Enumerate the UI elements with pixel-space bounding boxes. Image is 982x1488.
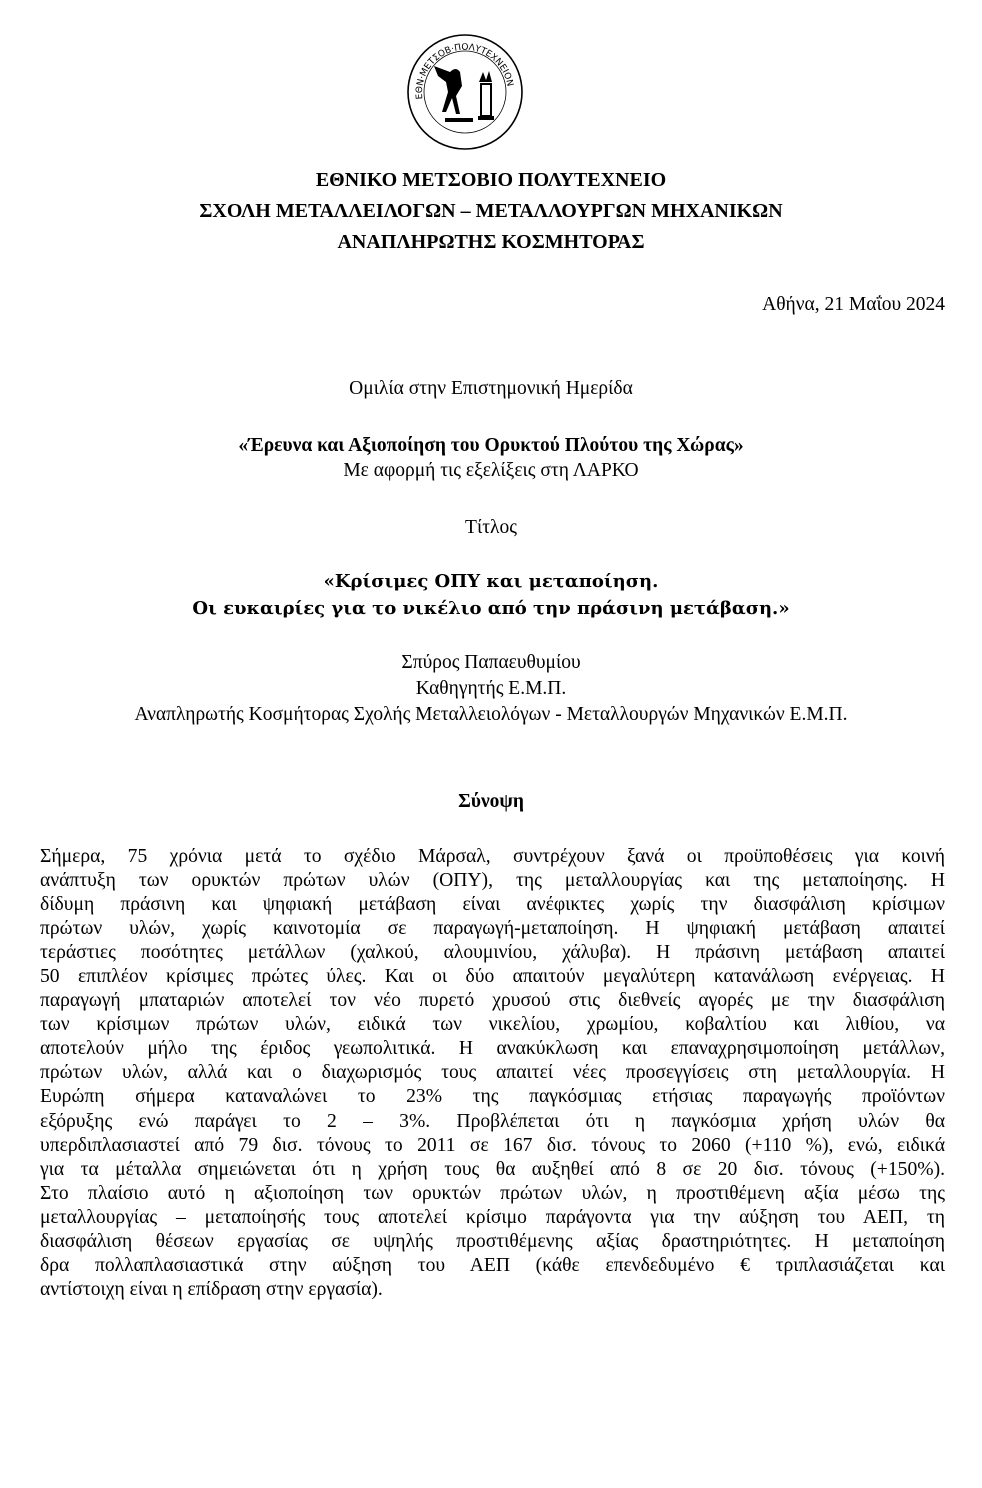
summary-line: των κρίσιμων πρώτων υλών, ειδικά των νικελίου, χρωμίου, κοβαλτίου και λιθίου, να <box>40 1014 945 1036</box>
university-seal-logo <box>405 32 525 152</box>
summary-line: αποτελούν μήλο της έριδος γεωπολιτικά. Η ανακύκλωση και επαναχρησιμοποίηση μετάλλων, <box>40 1038 945 1060</box>
document-date: Αθήνα, 21 Μαΐου 2024 <box>762 294 945 315</box>
summary-line: 50 επιπλέον κρίσιμες πρώτες ύλες. Και οι δύο απαιτούν μεγαλύτερη κατανάλωση ενέργειας. Η <box>40 966 945 988</box>
summary-line: Στο πλαίσιο αυτό η αξιοποίηση των ορυκτών πρώτων υλών, η προστιθέμενη αξία μέσω της <box>40 1182 945 1204</box>
summary-line: δίδυμη πράσινη και ψηφιακή μετάβαση είναι ανέφικτες χωρίς την διασφάλιση κρίσιμων <box>40 894 945 916</box>
summary-line: Ευρώπη σήμερα καταναλώνει το 23% της παγκόσμιας ετήσιας παραγωγής προϊόντων <box>40 1086 945 1108</box>
author-block <box>0 650 982 728</box>
summary-line: υπερδιπλασιαστεί από 79 δισ. τόνους το 2011 σε 167 δισ. τόνους το 2060 (+110 %), ενώ, ειδικά <box>40 1134 945 1156</box>
event-intro: Ομιλία στην Επιστημονική Ημερίδα <box>349 378 633 399</box>
event-name: «Έρευνα και Αξιοποίηση του Ορυκτού Πλούτου της Χώρας» <box>238 435 744 456</box>
summary-paragraph <box>40 845 945 1302</box>
event-subtitle: Με αφορμή τις εξελίξεις στη ΛΑΡΚΟ <box>343 460 639 481</box>
header-university: ΕΘΝΙΚΟ ΜΕΤΣΟΒΙΟ ΠΟΛΥΤΕΧΝΕΙΟ <box>315 169 667 191</box>
talk-title-line-2: Οι ευκαιρίες για το νικέλιο από την πράσινη μετάβαση.» <box>192 598 790 619</box>
institution-header <box>0 165 982 258</box>
summary-line: τεράστιες ποσότητες μετάλλων (χαλκού, αλουμινίου, χάλυβα). Η πράσινη μετάβαση απαιτεί <box>40 942 945 964</box>
summary-line: μεταλλουργίας – μεταποίησής τους αποτελεί κρίσιμο παράγοντα για την αύξηση του ΑΕΠ, τη <box>40 1206 945 1228</box>
author-name: Σπύρος Παπαευθυμίου <box>401 652 581 673</box>
header-school: ΣΧΟΛΗ ΜΕΤΑΛΛΕΙΛΟΓΩΝ – ΜΕΤΑΛΛΟΥΡΓΩΝ ΜΗΧΑΝΙΚΩΝ <box>199 200 783 222</box>
author-position: Καθηγητής Ε.Μ.Π. <box>415 678 567 699</box>
summary-line: εξόρυξης ενώ παράγει το 2 – 3%. Προβλέπεται ότι η παγκόσμια χρήση υλών θα <box>40 1110 945 1132</box>
seal-icon <box>405 32 525 152</box>
author-role: Αναπληρωτής Κοσμήτορας Σχολής Μεταλλειολόγων - Μεταλλουργών Μηχανικών Ε.Μ.Π. <box>134 704 848 725</box>
title-label: Τίτλος <box>465 517 517 538</box>
summary-line: διασφάλιση θέσεων εργασίας σε υψηλής προστιθέμενης αξίας δραστηριότητες. Η μεταποίηση <box>40 1230 945 1252</box>
summary-line: παραγωγή μπαταριών αποτελεί τον νέο πυρετό χρυσού στις διεθνείς αγορές με την διασφάλιση <box>40 990 945 1012</box>
summary-line: Σήμερα, 75 χρόνια μετά το σχέδιο Μάρσαλ, συντρέχουν ξανά οι προϋποθέσεις για κοινή <box>40 846 945 867</box>
summary-heading: Σύνοψη <box>458 791 524 812</box>
summary-line: αντίστοιχη είναι η επίδραση στην εργασία). <box>40 1278 383 1300</box>
summary-line: για τα μέταλλα σημειώνεται ότι η χρήση τους θα αυξηθεί από 8 σε 20 δισ. τόνους (+150%). <box>40 1158 945 1180</box>
svg-text:ΕΘΝ·ΜΕΤΣΟΒ·ΠΟΛΥΤΕΧΝΕΙΟΝ: ΕΘΝ·ΜΕΤΣΟΒ·ΠΟΛΥΤΕΧΝΕΙΟΝ <box>414 42 515 100</box>
talk-title <box>0 568 982 622</box>
summary-line: δρα πολλαπλασιαστικά στην αύξηση του ΑΕΠ (κάθε επενδεδυμένο € τριπλασιάζεται και <box>40 1254 945 1276</box>
header-office: ΑΝΑΠΛΗΡΩΤΗΣ ΚΟΣΜΗΤΟΡΑΣ <box>337 231 645 253</box>
summary-line: πρώτων υλών, χωρίς καινοτομία σε παραγωγή-μεταποίηση. Η ψηφιακή μετάβαση απαιτεί <box>40 918 945 940</box>
talk-title-line-1: «Κρίσιμες ΟΠΥ και μεταποίηση. <box>323 571 659 592</box>
summary-line: ανάπτυξη των ορυκτών πρώτων υλών (ΟΠΥ), της μεταλλουργίας και της μεταποίησης. Η <box>40 870 945 892</box>
summary-line: πρώτων υλών, αλλά και ο διαχωρισμός τους απαιτεί νέες προσεγγίσεις στη μεταλλουργία. Η <box>40 1062 945 1084</box>
